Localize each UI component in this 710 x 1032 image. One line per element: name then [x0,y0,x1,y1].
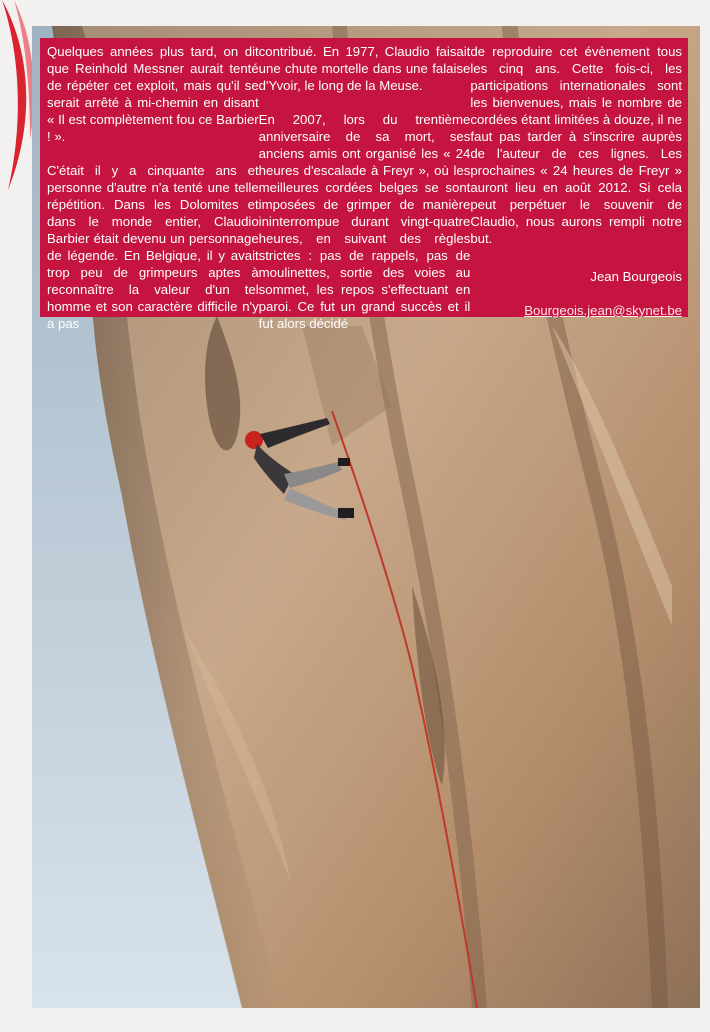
paragraph: contribué. En 1977, Claudio faisait une chute mortelle dans une falaise d'Yvoir, le long de la Meuse. [258,44,471,93]
text-column-2 [258,43,471,331]
author-signature: Jean Bourgeois [590,269,683,284]
paragraph: Quelques années plus tard, on dit que Reinhold Messner aurait tenté de répéter cet exploit, mais qu'il se serait arrêté à mi-chemin en disant « Il est complètement fou ce Barbier ! ». [47,44,259,144]
paragraph: de reproduire cet évènement tous les cinq ans. Cette fois-ci, les participations internationales sont les bienvenues, mais le nombre de cordées étant limitées à douze, il ne faut pas tarder à s'inscrire auprès de l'auteur de ces lignes. Les prochaines « 24 heures de Freyr » auront lieu en août 2012. Si cela peut perpétuer le souvenir de Claudio, nous aurons rempli notre but. [470,44,683,246]
author-email-link[interactable]: Bourgeois.jean@skynet.be [524,303,683,318]
article-text-box [40,38,688,331]
paragraph: C'était il y a cinquante ans et personne d'autre n'a tenté une telle répétition. Dans les Dolomites et dans le monde entier, Claudio Barbier était devenu un personnage de légende. En Belgique, il y avait trop peu de grimpeurs aptes à reconnaître la valeur d'un tel homme et son caractère difficile n'y a pas [47,163,259,331]
text-column-1 [47,43,259,331]
paragraph: En 2007, lors du trentième anniversaire de sa mort, ses anciens amis ont organisé les « 24 heures d'escalade à Freyr », où les meilleures cordées belges se sont imposées de grimper de manière ininterrompue durant vingt-quatre heures, en suivant des règles strictes : pas de rappels, pas de moulinettes, sortie des voies au sommet, les repos s'effectuant en paroi. Ce fut un grand succès et il fut alors décidé [258,112,471,331]
text-column-3 [470,43,682,317]
